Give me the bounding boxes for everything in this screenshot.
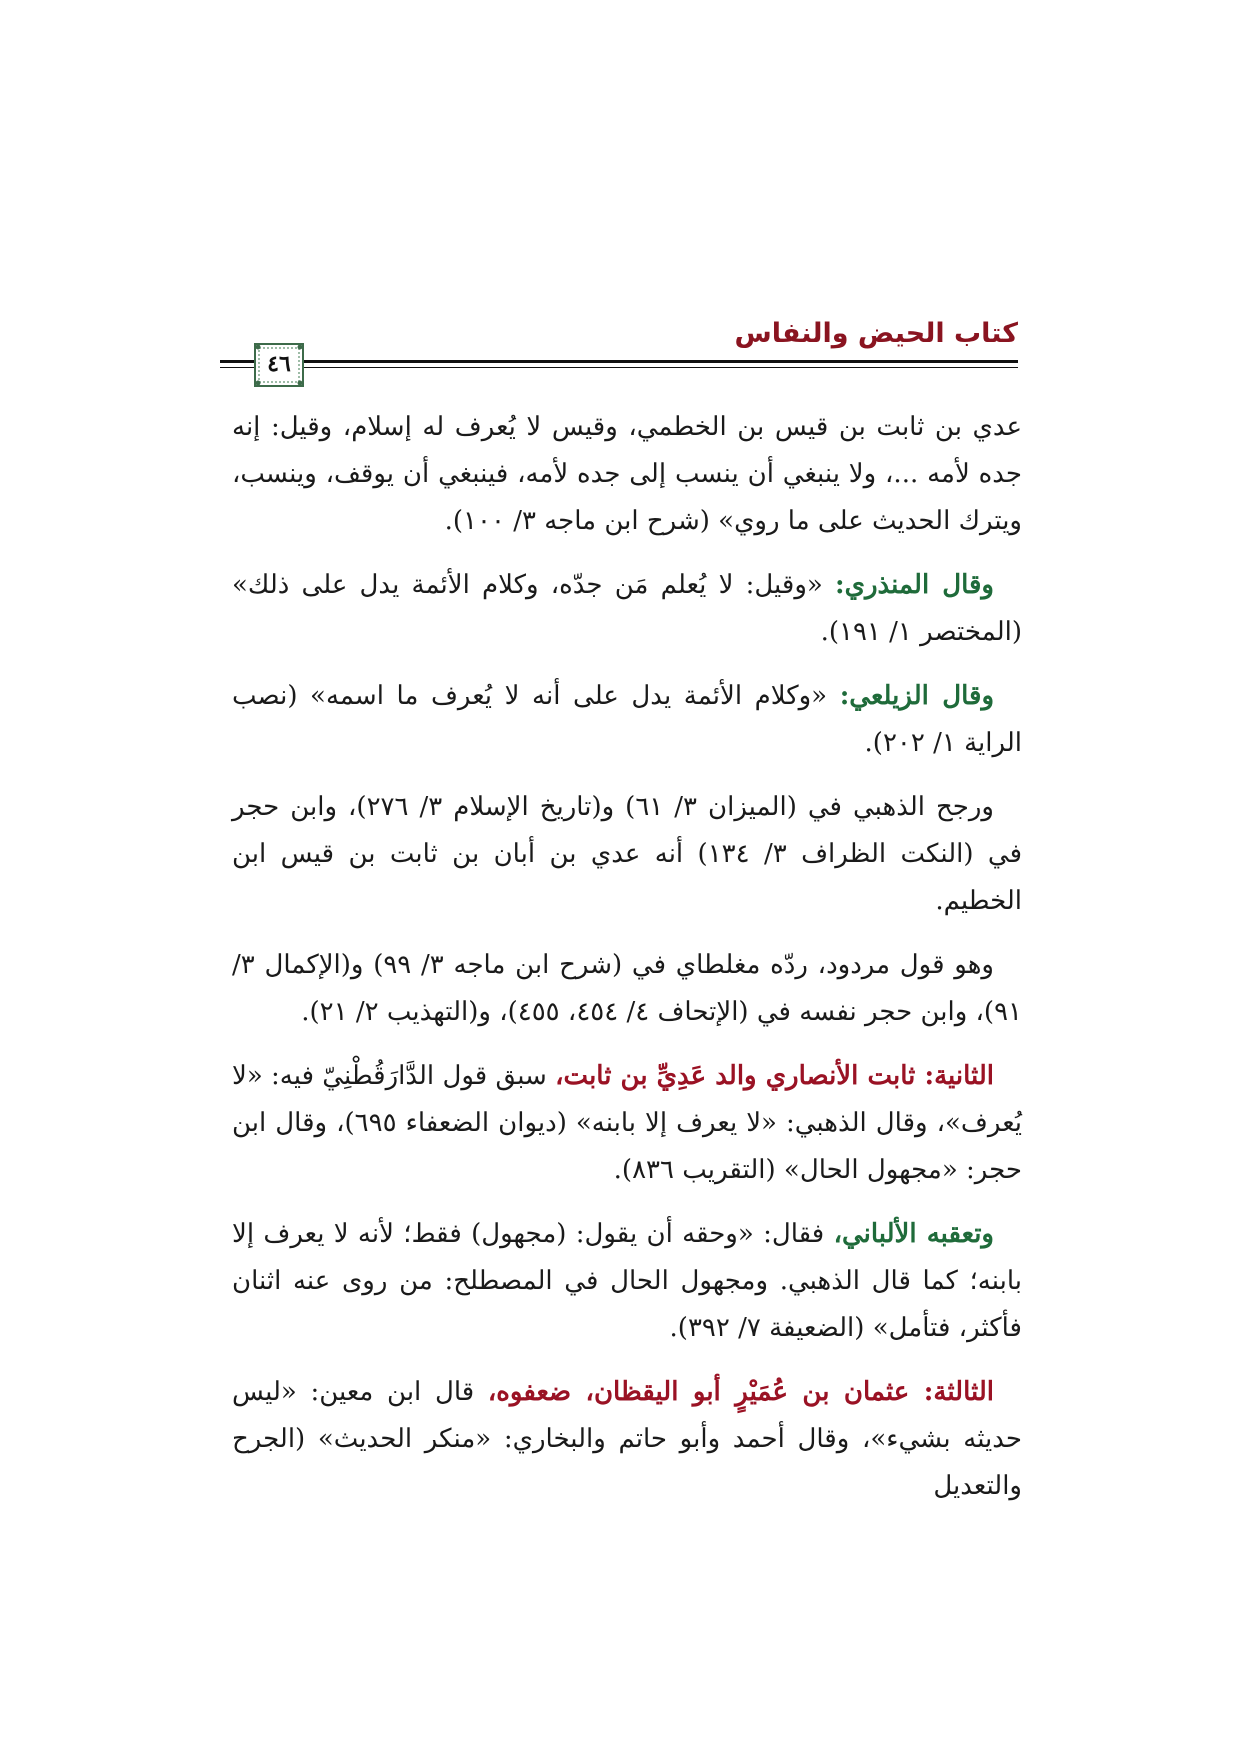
paragraph bbox=[232, 784, 1022, 925]
paragraph-lead: وقال المنذري: bbox=[835, 570, 994, 600]
paragraph bbox=[232, 1369, 1022, 1510]
paragraph-lead: الثانية: ثابت الأنصاري والد عَدِيِّ بن ثابت، bbox=[555, 1061, 994, 1091]
paragraph bbox=[232, 942, 1022, 1036]
body-text bbox=[232, 404, 1022, 1527]
header-rule-thick bbox=[292, 360, 1018, 363]
header-rule-left-thick bbox=[220, 360, 254, 363]
header-rule-left-thin bbox=[220, 367, 254, 368]
paragraph-text: ورجح الذهبي في (الميزان ٣/ ٦١) و(تاريخ الإسلام ٣/ ٢٧٦)، وابن حجر في (النكت الظراف ٣/ ١٣٤) أنه عدي بن أبان بن ثابت بن قيس ابن الخطيم. bbox=[232, 792, 1022, 916]
paragraph-text: عدي بن ثابت بن قيس بن الخطمي، وقيس لا يُعرف له إسلام، وقيل: إنه جده لأمه ...، ولا ينبغي أن ينسب إلى جده لأمه، فينبغي أن يوقف، وينسب، ويترك الحديث على ما روي» (شرح ابن ماجه ٣/ ١٠٠). bbox=[232, 412, 1022, 536]
header-rule-thin bbox=[292, 367, 1018, 368]
book-title: كتاب الحيض والنفاس bbox=[734, 318, 1018, 349]
paragraph bbox=[232, 562, 1022, 656]
paragraph-text: «وكلام الأئمة يدل على أنه لا يُعرف ما اسمه» (نصب الراية ١/ ٢٠٢). bbox=[232, 681, 1022, 758]
page-number: ٤٦ bbox=[267, 351, 291, 377]
paragraph-lead: وتعقبه الألباني، bbox=[833, 1219, 994, 1249]
page-number-badge bbox=[254, 343, 304, 387]
paragraph bbox=[232, 673, 1022, 767]
paragraph-text: وهو قول مردود، ردّه مغلطاي في (شرح ابن ماجه ٣/ ٩٩) و(الإكمال ٣/ ٩١)، وابن حجر نفسه في (الإتحاف ٤/ ٤٥٤، ٤٥٥)، و(التهذيب ٢/ ٢١). bbox=[232, 950, 1022, 1027]
paragraph-lead: وقال الزيلعي: bbox=[839, 681, 995, 711]
page-header bbox=[232, 318, 1018, 390]
paragraph-lead: الثالثة: عثمان بن عُمَيْرٍ أبو اليقظان، ضعفوه، bbox=[487, 1377, 994, 1407]
paragraph-text: سبق قول الدَّارَقُطْنِيّ فيه: «لا يُعرف»، وقال الذهبي: «لا يعرف إلا بابنه» (ديوان الضعفاء ٦٩٥)، وقال ابن حجر: «مجهول الحال» (التقريب ٨٣٦). bbox=[232, 1061, 1022, 1185]
paragraph bbox=[232, 1211, 1022, 1352]
paragraph bbox=[232, 404, 1022, 545]
paragraph-text: «وقيل: لا يُعلم مَن جدّه، وكلام الأئمة يدل على ذلك» (المختصر ١/ ١٩١). bbox=[232, 570, 1022, 647]
paragraph-text: فقال: «وحقه أن يقول: (مجهول) فقط؛ لأنه لا يعرف إلا بابنه؛ كما قال الذهبي. ومجهول الحال في المصطلح: من روى عنه اثنان فأكثر، فتأمل» (الضعيفة ٧/ ٣٩٢). bbox=[232, 1219, 1022, 1343]
paragraph bbox=[232, 1053, 1022, 1194]
paragraph-text: قال ابن معين: «ليس حديثه بشيء»، وقال أحمد وأبو حاتم والبخاري: «منكر الحديث» (الجرح والتعديل bbox=[232, 1377, 1022, 1501]
